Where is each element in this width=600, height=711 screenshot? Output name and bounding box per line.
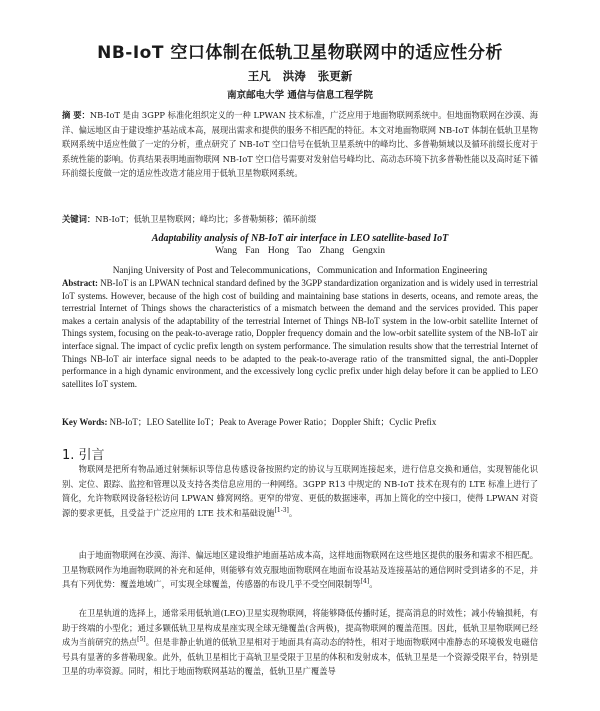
abstract-cn-text: NB-IoT 是由 3GPP 标准化组织定义的一种 LPWAN 技术标准，广泛应用于地面物联网系统中。但地面物联网在沙漠、海洋、偏远地区由于建设维护基站成本高，展现出需求和提供的服务不相匹配的特征。本文对地面物联网 NB-IoT 体制在低轨卫星物联网系统中适应性做了一定的分析，重点研究了 NB-IoT 空口信号在低轨卫星系统中的峰均比、多普勒频域以及循环前缀长度对于系统性能的影响。仿真结果表明地面物联网 NB-IoT 空口信号需要对发射信号峰均比、高动态环境下抗多普勒性能以及高时延下循环前缀长度做一定的适应性改造才能应用于低轨卫星物联网系统。: [62, 110, 539, 179]
abstract-cn-label: 摘 要：: [62, 110, 90, 120]
keywords-cn-text: NB-IoT；低轨卫星物联网；峰均比；多普勒频移；循环前缀: [95, 214, 317, 224]
keywords-en: [62, 416, 538, 429]
intro-paragraph-2: [62, 548, 538, 592]
keywords-en-label: Key Words:: [62, 417, 108, 427]
citation-ref: [1-3]: [274, 507, 289, 515]
intro-paragraph-1: [62, 462, 538, 520]
intro-p1-end: 。: [288, 507, 298, 518]
keywords-cn-label: 关键词：: [62, 214, 96, 224]
intro-p2-text: 由于地面物联网在沙漠、海洋、偏远地区建设维护地面基站成本高，这样地面物联网在这些地区提供的服务和需求不相匹配。卫星物联网作为地面物联网的补充和延伸，则能够有效克服地面物联网在地面布设基站及连接基站的通信网时受到诸多的不足，并具有下列优势：覆盖地域广，可实现全球覆盖，传感器的布设几乎不受空间限制等: [62, 550, 538, 590]
affiliation-cn: 南京邮电大学 通信与信息工程学院: [227, 90, 373, 101]
authors-cn: 王凡 洪涛 张更新: [247, 69, 353, 83]
citation-ref: [5]: [137, 636, 146, 644]
affiliation-en: Nanjing University of Post and Telecommunications，Communication and Information Engineering: [112, 266, 488, 276]
paper-title-cn: NB-IoT 空口体制在低轨卫星物联网中的适应性分析: [97, 43, 503, 63]
abstract-cn: [62, 108, 538, 181]
citation-ref: [4]: [360, 578, 370, 586]
keywords-en-text: NB-IoT；LEO Satellite IoT；Peak to Average Power Ratio；Doppler Shift；Cyclic Prefix: [107, 417, 437, 427]
abstract-en-text: NB-IoT is an LPWAN technical standard defined by the 3GPP standardization organization and is widely used in terrestrial IoT systems. However, because of the high cost of building and maintaining base stations in deserts, oceans, and remote areas, the terrestrial Internet of Things shows the characteristics of a mismatch between the demand and the services provided. This paper makes a certain analysis of the adaptability of the terrestrial Internet of Things NB-IoT system in the low-orbit satellite Internet of Things system, focusing on the peak-to-average ratio, Doppler frequency domain and the low-orbit satellite system of the NB-IoT air interface signal. The impact of cyclic prefix length on system performance. The simulation results show that the terrestrial Internet of Things NB-IoT air interface signal needs to be adapted to the peak-to-average ratio of the transmitted signal, the anti-Doppler performance in a high dynamic environment, and the excessively long cyclic prefix under high delay before it can be applied to LEO satellites IoT system.: [62, 278, 539, 389]
intro-paragraph-3: [62, 606, 538, 679]
keywords-cn: [62, 212, 538, 226]
intro-p1-text: 物联网是把所有物品通过射频标识等信息传感设备按照约定的协议与互联网连接起来，进行信息交换和通信，实现智能化识别、定位、跟踪、监控和管理以及支持各类信息应用的一种网络。3GPP R13 中规定的 NB-IoT 技术在现有的 LTE 标准上进行了简化，允许物联网设备轻松访问 LPWAN 蜂窝网络。更窄的带宽、更低的数据速率，再加上简化的空中接口，使得 LPWAN 对资源的要求更低，且受益于广泛应用的 LTE 技术和基础设施: [62, 464, 538, 518]
intro-p3-end: 。但是非静止轨道的低轨卫星相对于地面具有高动态的特性，相对于地面物联网中准静态的环境极发电磁信号具有显著的多普勒现象。此外，低轨卫星相比于高轨卫星受限于卫星的体积和发射成本，低轨卫星是一个资源受限平台，特别是卫星的功率资源。同时，相比于地面物联网基站的覆盖，低轨卫星广覆盖导: [62, 637, 538, 677]
abstract-en-label: Abstract:: [62, 278, 98, 288]
paper-title-en: Adaptability analysis of NB-IoT air interface in LEO satellite-based IoT: [151, 233, 449, 244]
intro-p3-text: 在卫星轨道的选择上，通常采用低轨道(LEO)卫星实现物联网，将能够降低传播时延，提高消息的时效性；减小传输损耗，有助于终端的小型化；通过多颗低轨卫星构成星座实现全球无缝覆盖(含两极)，提高物联网的覆盖范围。因此，低轨卫星物联网已经成为当前研究的热点: [62, 608, 538, 648]
authors-en: Wang Fan Hong Tao Zhang Gengxin: [214, 246, 386, 256]
intro-p2-end: 。: [369, 579, 378, 590]
abstract-en: [62, 277, 538, 390]
section-heading-introduction: 1. 引言: [62, 448, 105, 463]
